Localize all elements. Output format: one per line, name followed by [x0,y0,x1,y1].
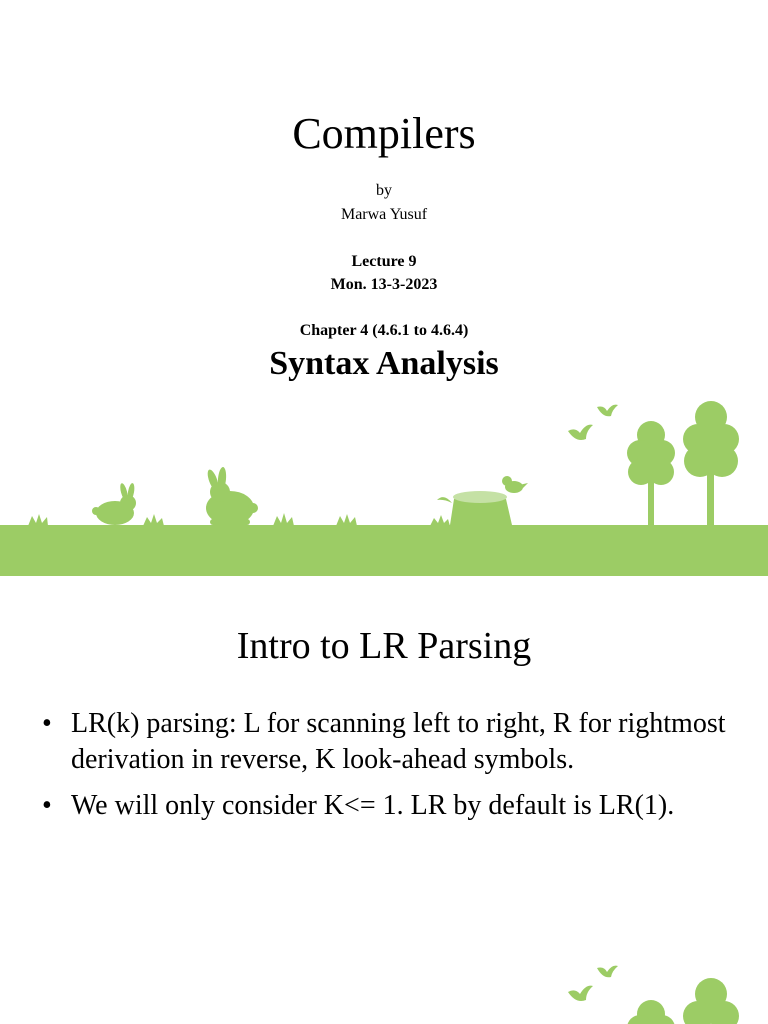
tree-icon [683,978,739,1024]
rabbit-icon [92,483,136,525]
lecture-date: Mon. 13-3-2023 [330,276,438,293]
by-label: by [376,182,392,199]
nature-scene-illustration [0,956,768,1024]
bullet-icon: • [42,708,52,739]
bird-icon [502,476,528,493]
tree-icon [627,1000,675,1024]
slide-subtitle: Syntax Analysis [269,345,499,382]
ground-strip [0,525,768,576]
chapter-label: Chapter 4 (4.6.1 to 4.6.4) [299,322,469,339]
bullet-text: We will only consider K<= 1. LR by default is LR(1). [71,790,675,821]
bullet-icon: • [42,790,52,821]
bullet-text: LR(k) parsing: L for scanning left to right, R for rightmost derivation in reverse, K look-ahead symbols. [71,708,726,775]
content-slide [0,576,768,1024]
bird-icon [568,966,618,1001]
author-name: Marwa Yusuf [340,206,428,223]
rabbit-icon [205,467,258,525]
slide-title: Intro to LR Parsing [236,625,532,667]
list-item [42,706,732,778]
lecture-number: Lecture 9 [351,253,417,270]
bullet-list [42,706,732,834]
nature-scene-illustration [0,395,768,576]
tree-icon [627,421,675,525]
bird-icon [568,405,618,440]
tree-icon [683,401,739,525]
slide-title: Compilers [292,109,476,158]
list-item [42,788,732,824]
